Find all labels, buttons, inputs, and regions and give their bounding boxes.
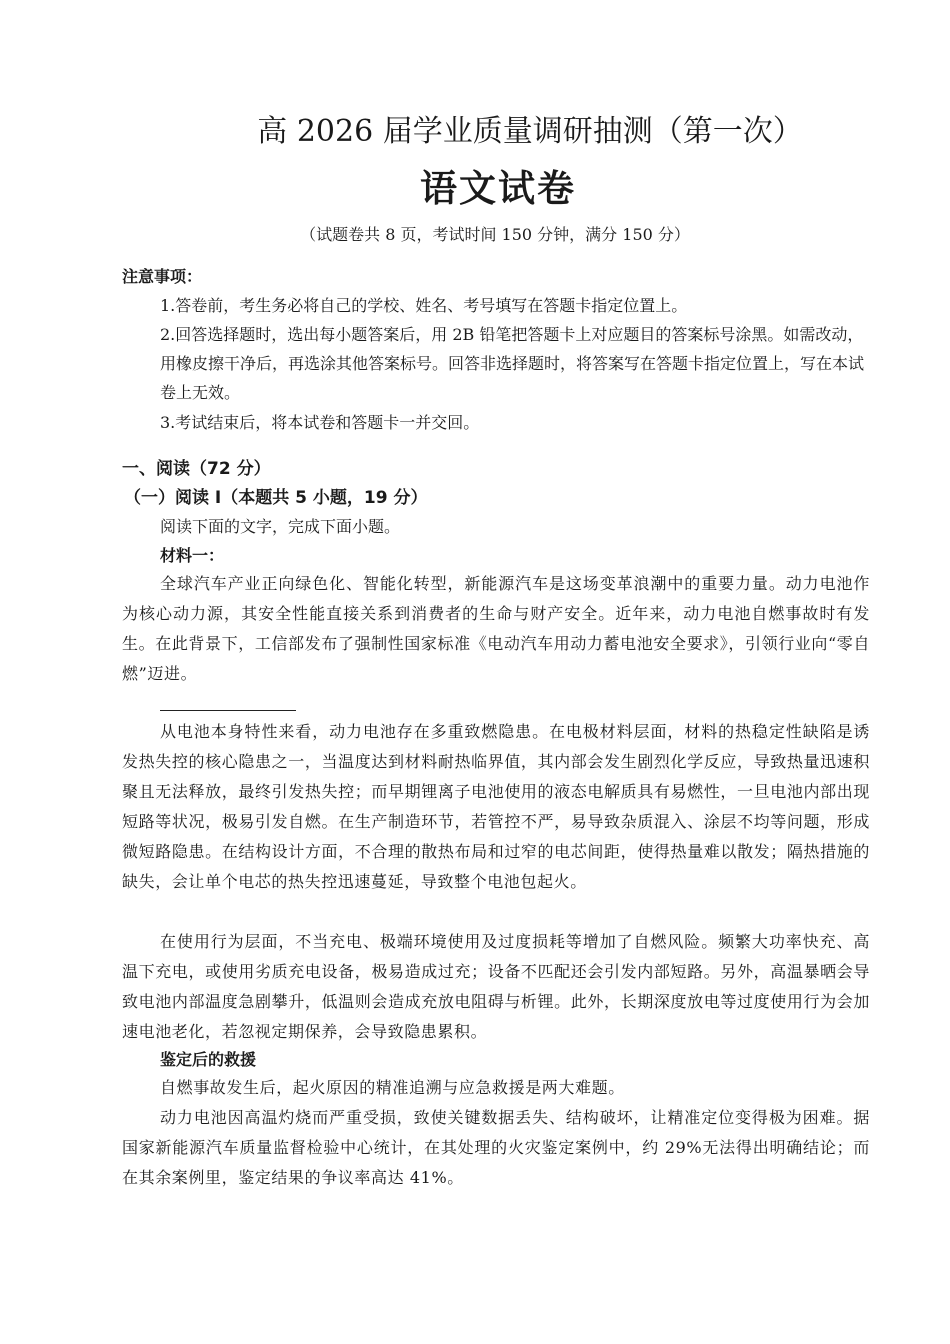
material-paragraph: 在使用行为层面，不当充电、极端环境使用及过度损耗等增加了自燃风险。频繁大功率快充、高温下充电，或使用劣质充电设备，极易造成过充；设备不匹配还会引发内部短路。另外，高温暴晒会导致电池内部温度急剧攀升，低温则会造成充放电阻碍与析锂。此外，长期深度放电等过度使用行为会加速电池老化，若忽视定期保养，会导致隐患累积。	[122, 932, 870, 1041]
material-paragraph: 全球汽车产业正向绿色化、智能化转型，新能源汽车是这场变革浪潮中的重要力量。动力电池作为核心动力源，其安全性能直接关系到消费者的生命与财产安全。近年来，动力电池自燃事故时有发生。在此背景下，工信部发布了强制性国家标准《电动汽车用动力蓄电池安全要求》，引领行业向“零自燃”迈进。	[122, 574, 870, 683]
note-item: 1.答卷前，考生务必将自己的学校、姓名、考号填写在答题卡指定位置上。	[160, 296, 688, 315]
rescue-subheading: 鉴定后的救援	[160, 1050, 257, 1069]
note-item: 3.考试结束后，将本试卷和答题卡一并交回。	[160, 413, 480, 432]
material-label: 材料一：	[160, 546, 225, 565]
section-heading: 一、阅读（72 分）	[122, 459, 271, 479]
notes-heading: 注意事项：	[122, 267, 203, 286]
subject-title: 语文试卷	[420, 167, 576, 210]
material-paragraph: 从电池本身特性来看，动力电池存在多重致燃隐患。在电极材料层面，材料的热稳定性缺陷是诱发热失控的核心隐患之一，当温度达到材料耐热临界值，其内部会发生剧烈化学反应，导致热量迅速积聚且无法释放，最终引发热失控；而早期锂离子电池使用的液态电解质具有易燃性，一旦电池内部出现短路等状况，极易引发自燃。在生产制造环节，若管控不严，易导致杂质混入、涂层不均等问题，形成微短路隐患。在结构设计方面，不合理的散热布局和过窄的电芯间距，使得热量难以散发；隔热措施的缺失，会让单个电芯的热失控迅速蔓延，导致整个电池包起火。	[122, 722, 870, 891]
subsection-heading: （一）阅读 I（本题共 5 小题，19 分）	[124, 488, 428, 508]
note-item: 2.回答选择题时，选出每小题答案后，用 2B 铅笔把答题卡上对应题目的答案标号涂黑。如需改动，用橡皮擦干净后，再选涂其他答案标号。回答非选择题时，将答案写在答题卡指定位置上，写在本试卷上无效。	[160, 325, 865, 402]
exam-title: 高 2026 届学业质量调研抽测（第一次）	[257, 114, 803, 149]
material-paragraph: 自燃事故发生后，起火原因的精准追溯与应急救援是两大难题。	[160, 1078, 625, 1097]
exam-info: （试题卷共 8 页，考试时间 150 分钟，满分 150 分）	[300, 225, 690, 244]
separator-line	[160, 710, 296, 711]
reading-instruction: 阅读下面的文字，完成下面小题。	[160, 517, 401, 536]
material-paragraph: 动力电池因高温灼烧而严重受损，致使关键数据丢失、结构破坏，让精准定位变得极为困难。据国家新能源汽车质量监督检验中心统计，在其处理的火灾鉴定案例中，约 29%无法得出明确结论；而在其余案例里，鉴定结果的争议率高达 41%。	[122, 1108, 870, 1187]
